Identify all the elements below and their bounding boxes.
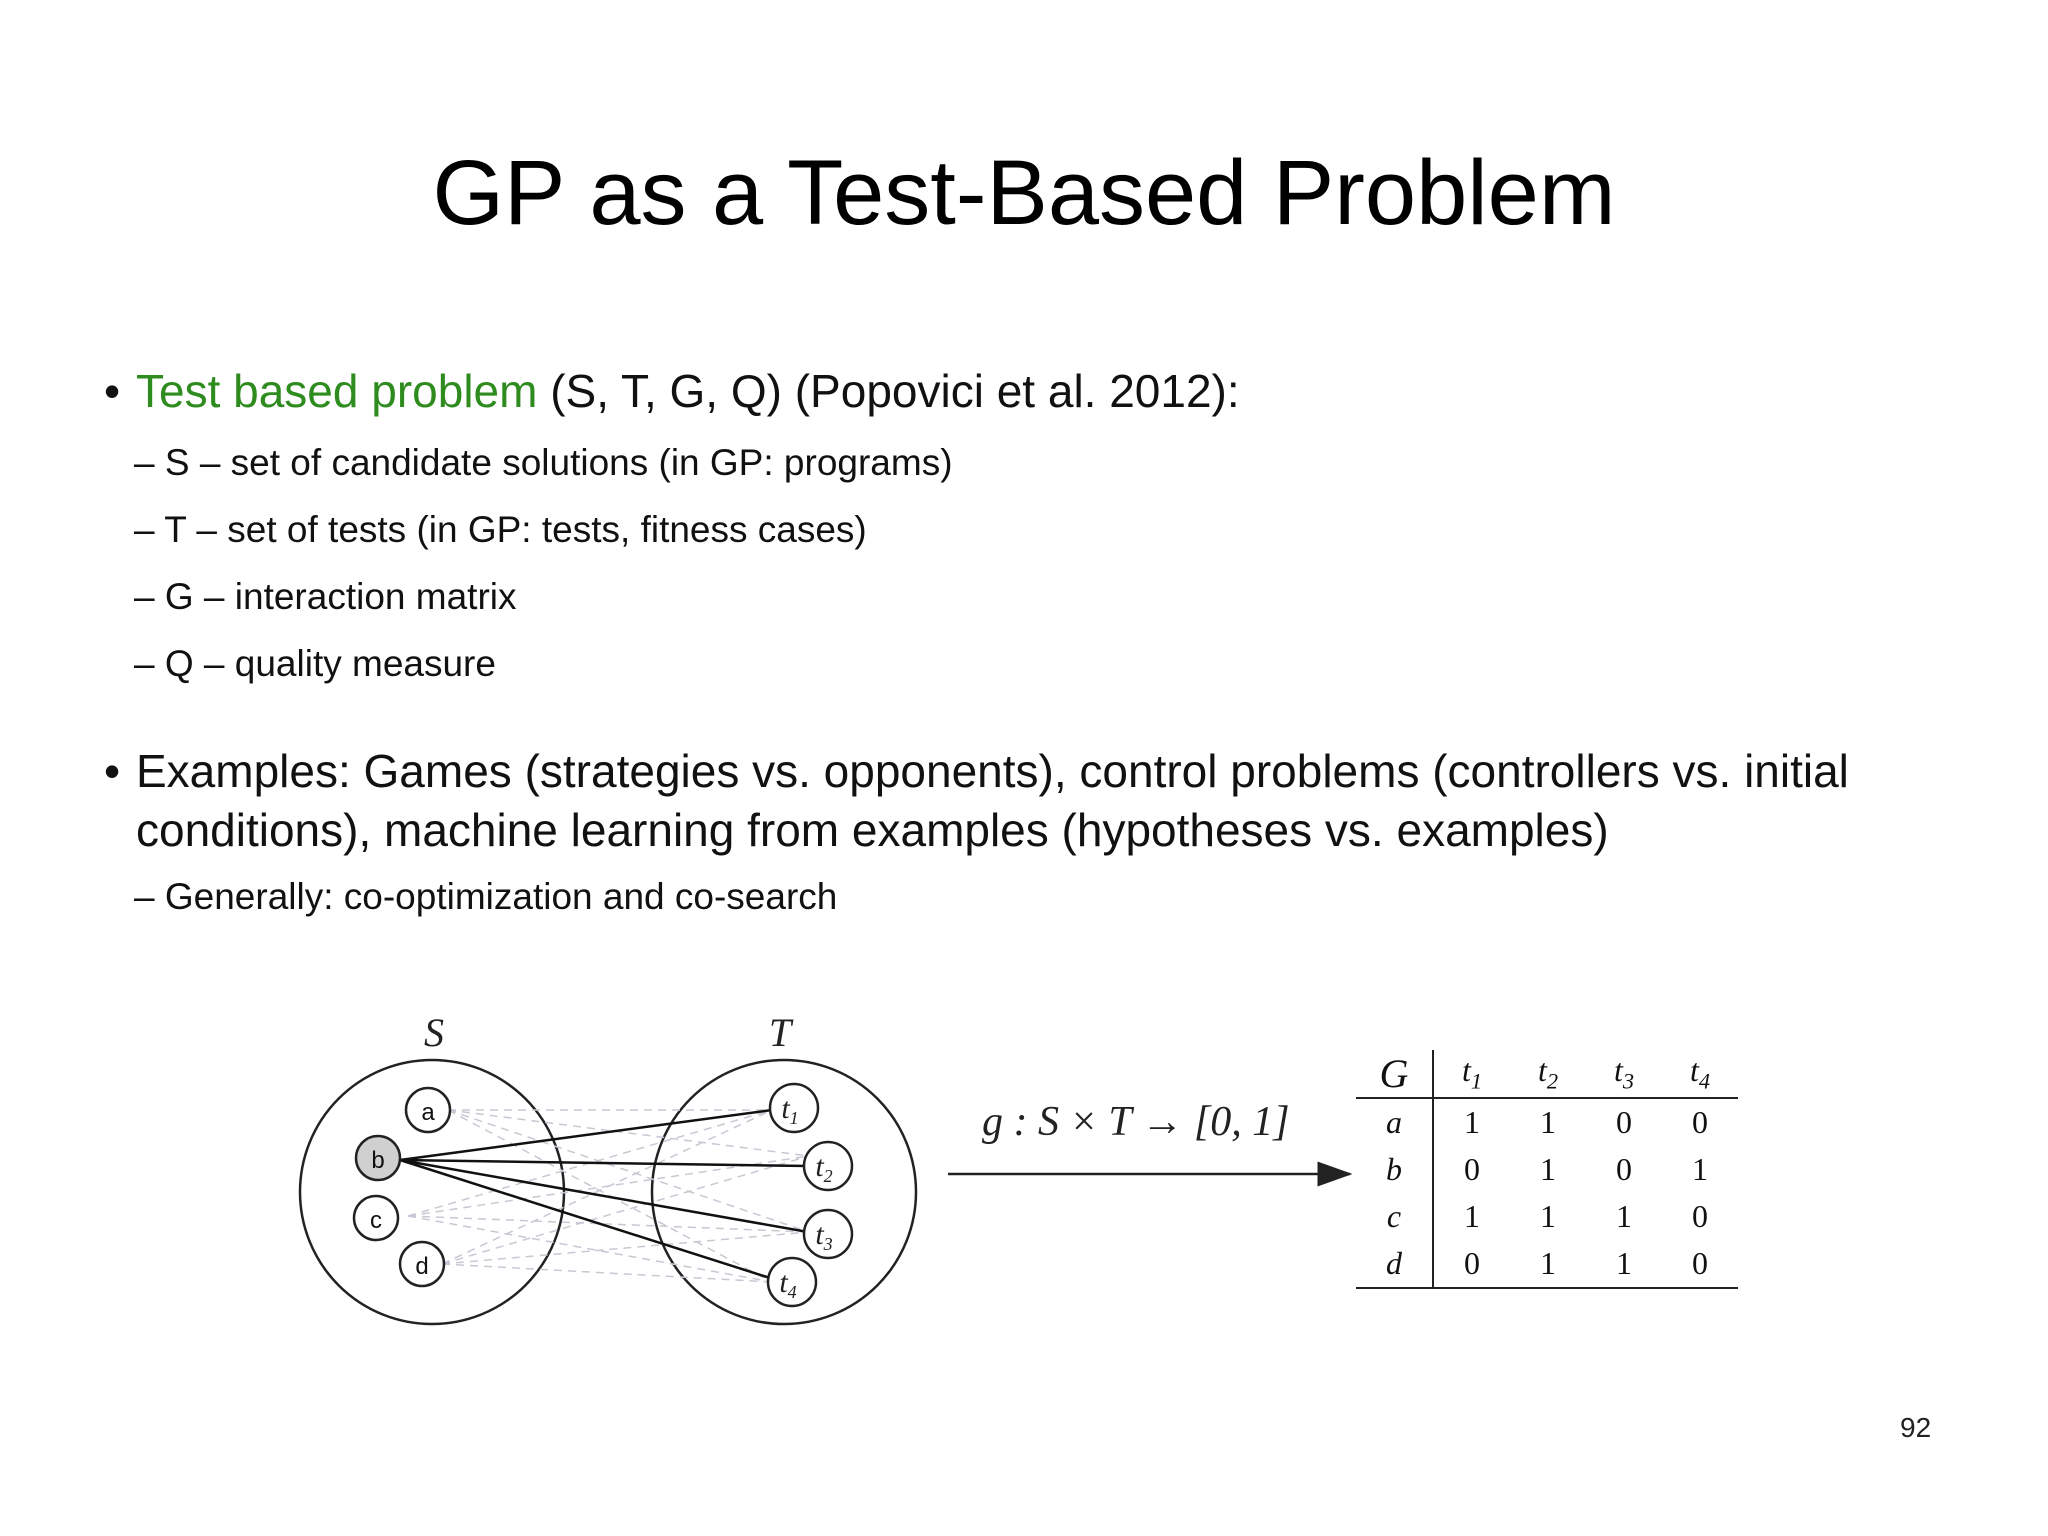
t-node-2	[804, 1142, 852, 1190]
matrix-col-t1: $t_1$	[1433, 1050, 1510, 1098]
matrix-cell: 0	[1662, 1240, 1738, 1288]
subitem-t: – T – set of tests (in GP: tests, fitness cases)	[134, 509, 867, 550]
matrix-row-label: b	[1356, 1146, 1433, 1193]
matrix-row-c	[1356, 1193, 1738, 1240]
matrix-cell: 1	[1540, 1198, 1556, 1234]
highlight-term: Test based problem	[136, 365, 538, 417]
s-node-a-label: a	[421, 1099, 435, 1126]
matrix-row-label: c	[1356, 1193, 1433, 1240]
matrix-row-a	[1356, 1098, 1738, 1146]
examples-line-1: Examples: Games (strategies vs. opponents), control problems (controllers vs. initial	[136, 745, 1849, 797]
subitem-q: – Q – quality measure	[134, 643, 496, 684]
matrix-col-t3: $t_3$	[1586, 1050, 1662, 1098]
interaction-matrix	[1356, 1050, 1738, 1289]
t-node-4-label: t	[779, 1266, 788, 1299]
matrix-col-t4: $t_4$	[1662, 1050, 1738, 1098]
t-node-3	[804, 1210, 852, 1258]
mapping-formula: g : S × T → [0, 1]	[982, 1099, 1290, 1145]
matrix-cell: 1	[1586, 1240, 1662, 1288]
matrix-row-label: d	[1356, 1240, 1433, 1288]
bullet-text: (S, T, G, Q) (Popovici et al. 2012):	[537, 365, 1240, 417]
matrix-cell: 1	[1616, 1198, 1632, 1234]
matrix-cell: 0	[1616, 1104, 1632, 1140]
t-node-1-label: t	[781, 1092, 790, 1125]
set-s-label: S	[424, 1010, 444, 1055]
matrix-cell: 1	[1464, 1104, 1480, 1140]
s-node-c-label: c	[370, 1207, 382, 1234]
s-node-d-label: d	[415, 1253, 429, 1280]
bullet-test-based-problem	[104, 362, 1240, 420]
matrix-corner: G	[1356, 1050, 1433, 1098]
matrix-row-b	[1356, 1146, 1738, 1193]
subitem-g: – G – interaction matrix	[134, 576, 517, 617]
page-number: 92	[1900, 1412, 1932, 1443]
matrix-col-t2: $t_2$	[1510, 1050, 1586, 1098]
matrix-cell: 1	[1464, 1198, 1480, 1234]
matrix-cell: 1	[1510, 1240, 1586, 1288]
set-t-label: T	[768, 1010, 792, 1055]
examples-line-2: conditions), machine learning from examples (hypotheses vs. examples)	[136, 804, 1609, 856]
matrix-header-row	[1356, 1050, 1738, 1098]
matrix-cell: 0	[1692, 1198, 1708, 1234]
s-node-d	[400, 1242, 444, 1286]
matrix-cell: 1	[1540, 1104, 1556, 1140]
subitem-generally: – Generally: co-optimization and co-search	[134, 876, 838, 917]
bullet-marker: •	[104, 365, 121, 417]
subitem-s: – S – set of candidate solutions (in GP: programs)	[134, 442, 953, 483]
matrix-cell: 1	[1692, 1151, 1708, 1187]
matrix-row-d	[1356, 1240, 1738, 1288]
s-node-a	[406, 1088, 450, 1132]
t-node-3-sub: 3	[823, 1234, 833, 1254]
t-node-1	[770, 1084, 818, 1132]
matrix-row-label: a	[1356, 1098, 1433, 1146]
matrix-cell: 0	[1464, 1151, 1480, 1187]
matrix-cell: 0	[1616, 1151, 1632, 1187]
matrix-cell: 1	[1540, 1151, 1556, 1187]
t-node-2-sub: 2	[823, 1166, 833, 1186]
t-node-4-sub: 4	[787, 1282, 797, 1302]
s-node-b	[356, 1136, 400, 1180]
matrix-cell: 0	[1692, 1104, 1708, 1140]
bullet-marker: •	[104, 745, 121, 797]
t-node-2-label: t	[815, 1150, 824, 1183]
bullet-examples	[104, 742, 1984, 860]
matrix-cell: 0	[1433, 1240, 1510, 1288]
t-node-1-sub: 1	[789, 1108, 799, 1128]
s-node-b-label: b	[371, 1147, 385, 1174]
t-node-3-label: t	[815, 1218, 824, 1251]
slide-title: GP as a Test-Based Problem	[432, 142, 1616, 244]
s-node-c	[354, 1196, 398, 1240]
t-node-4	[768, 1258, 816, 1306]
